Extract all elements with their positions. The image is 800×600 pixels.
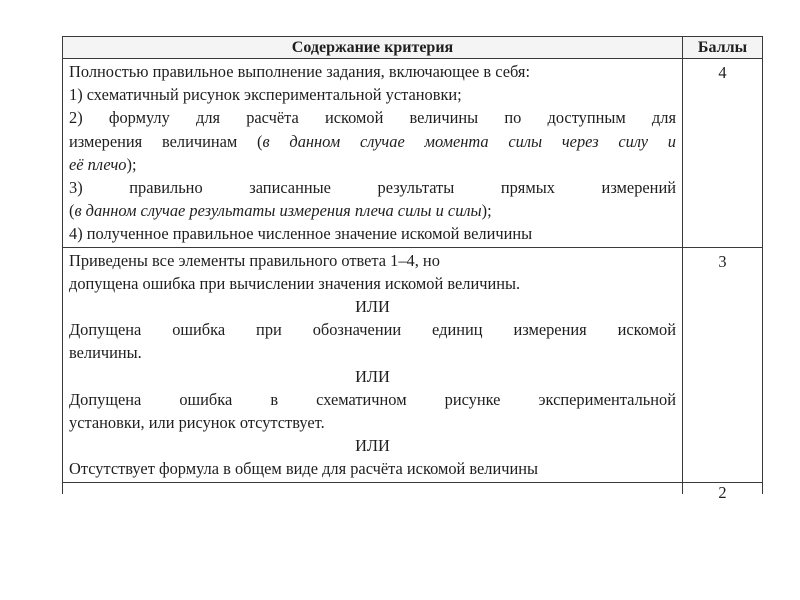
- table-row: [63, 247, 763, 482]
- text-line: 4) полученное правильное численное значение искомой величины: [69, 224, 533, 244]
- text-line: допущена ошибка при вычислении значения искомой величины.: [69, 273, 521, 293]
- criteria-cell: [63, 482, 683, 494]
- text-fragment: );: [481, 201, 492, 221]
- text-fragment: (: [69, 201, 75, 221]
- text-line: 3) правильно записанные результаты прямых измерений: [69, 178, 676, 198]
- text-line: [69, 130, 676, 153]
- criteria-column-header: Содержание критерия: [63, 37, 683, 59]
- or-separator: ИЛИ: [355, 366, 390, 386]
- text-line: [69, 199, 676, 222]
- points-value: 2: [718, 482, 727, 502]
- text-line: установки, или рисунок отсутствует.: [69, 413, 325, 433]
- italic-text: её плечо: [69, 154, 127, 174]
- or-separator: ИЛИ: [355, 436, 390, 456]
- text-line: Приведены все элементы правильного ответа 1–4, но: [69, 250, 440, 270]
- text-fragment: измерения величинам (: [69, 131, 263, 151]
- criteria-table: [62, 36, 763, 502]
- or-separator: ИЛИ: [355, 297, 390, 317]
- table-row-truncated: [63, 482, 763, 494]
- points-cell: 3: [683, 247, 763, 482]
- text-fragment: );: [126, 154, 137, 174]
- points-column-header: Баллы: [683, 37, 763, 59]
- points-cell: [683, 482, 763, 502]
- text-line: Отсутствует формула в общем виде для расчёта искомой величины: [69, 459, 539, 479]
- text-line: Допущена ошибка в схематичном рисунке экспериментальной: [69, 389, 676, 409]
- text-line: величины.: [69, 343, 142, 363]
- criteria-cell: [63, 247, 683, 482]
- italic-text: в данном случае результаты измерения плеча силы и силы: [74, 201, 482, 221]
- text-line: 2) формулу для расчёта искомой величины по доступным для: [69, 108, 676, 128]
- text-line: 1) схематичный рисунок экспериментальной установки;: [69, 85, 462, 105]
- italic-text: в данном случае момента силы через силу и: [262, 131, 677, 151]
- table-header-row: [63, 37, 763, 59]
- points-cell: 4: [683, 59, 763, 248]
- text-line: Допущена ошибка при обозначении единиц измерения искомой: [69, 320, 676, 340]
- table-row: [63, 59, 763, 248]
- text-line: [69, 153, 676, 176]
- text-line: Полностью правильное выполнение задания, включающее в себя:: [69, 62, 531, 81]
- criteria-cell: [63, 59, 683, 248]
